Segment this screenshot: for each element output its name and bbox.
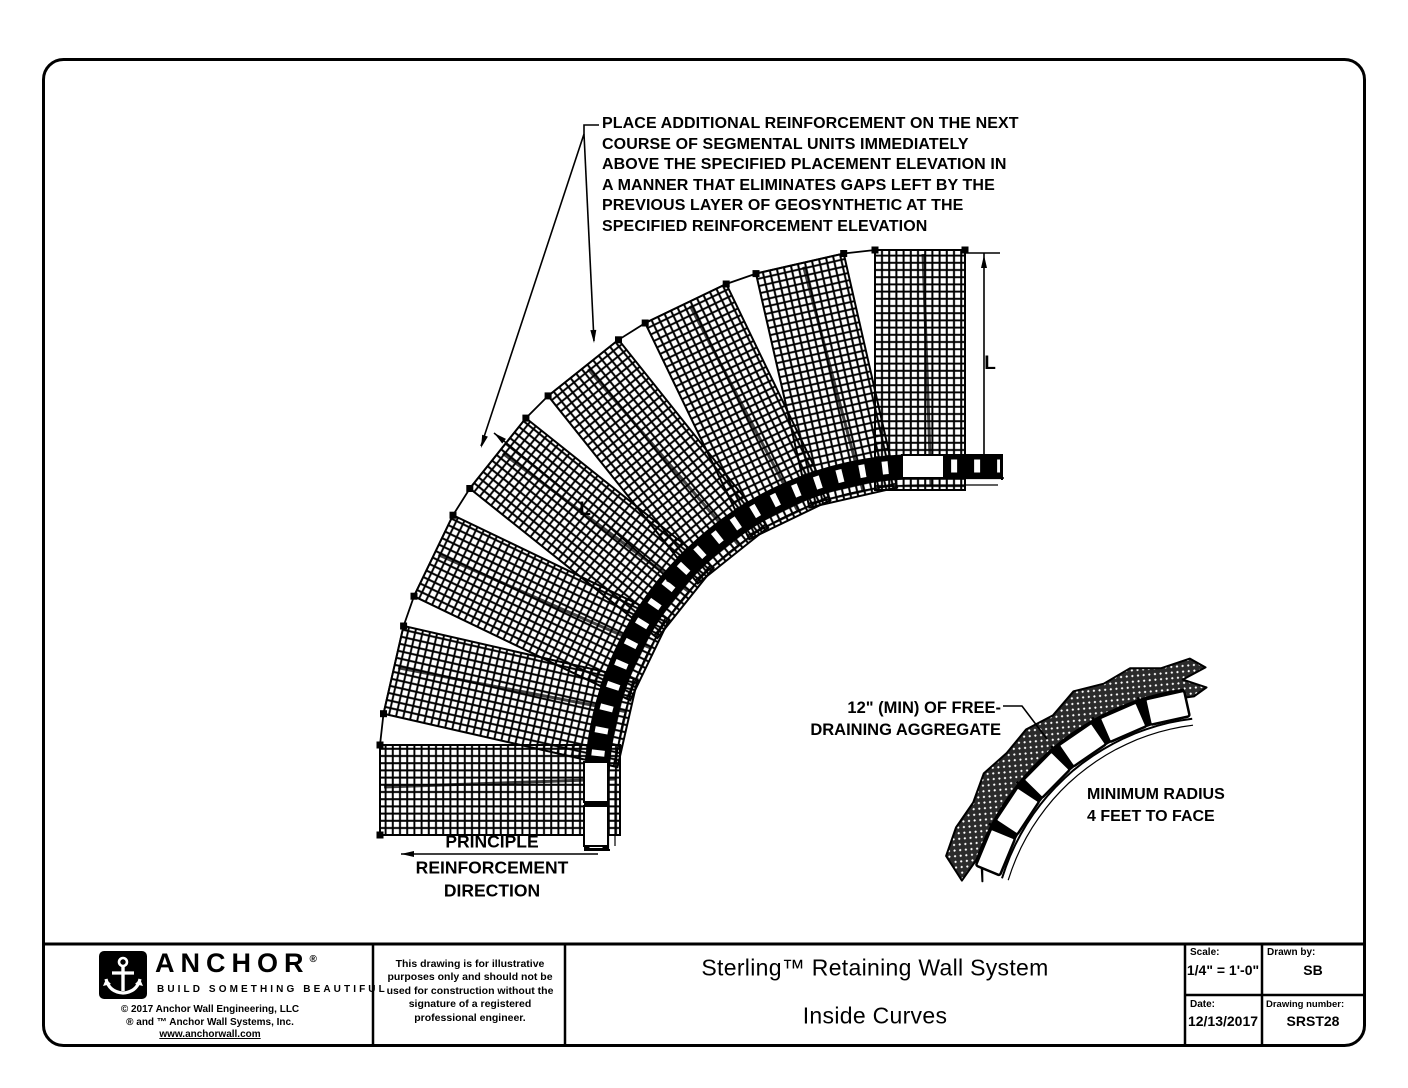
wall-unit <box>584 806 608 846</box>
radius-note <box>1087 784 1225 828</box>
radius-note-line: 4 FEET TO FACE <box>1087 808 1215 825</box>
scale-label: Scale: <box>1190 947 1220 958</box>
disclaimer-line: purposes only and should not be <box>387 971 553 984</box>
aggregate-note <box>700 697 1001 741</box>
arrowhead <box>981 255 987 268</box>
placement-note <box>602 114 1019 238</box>
corner-dot <box>377 742 384 749</box>
logo <box>99 951 147 1004</box>
registered-mark: ® <box>309 954 317 965</box>
corner-dot <box>380 710 387 717</box>
brand-tagline: BUILD SOMETHING BEAUTIFUL <box>157 984 388 995</box>
corner-dot <box>723 281 730 288</box>
scale-value: 1/4" = 1'-0" <box>1186 962 1260 978</box>
aggregate-note-line: 12" (MIN) OF FREE- <box>847 699 1001 717</box>
date-value: 12/13/2017 <box>1187 1013 1259 1029</box>
sheet-title: Sterling™ Retaining Wall System <box>701 954 1049 981</box>
copyright-line: © 2017 Anchor Wall Engineering, LLC <box>120 1004 300 1015</box>
sheet-subtitle: Inside Curves <box>802 1002 948 1029</box>
principle-label-3: DIRECTION <box>443 880 541 901</box>
disclaimer-line: professional engineer. <box>414 1011 526 1024</box>
note-leader <box>584 134 594 341</box>
disclaimer-line: used for construction without the <box>386 984 554 997</box>
drawn-by-label: Drawn by: <box>1267 947 1316 958</box>
corner-dot <box>872 247 879 254</box>
corner-dot <box>450 512 457 519</box>
date-label: Date: <box>1190 999 1216 1010</box>
website-link[interactable]: www.anchorwall.com <box>159 1029 261 1041</box>
radius-note-line: MINIMUM RADIUS <box>1087 786 1225 803</box>
corner-dot <box>411 593 418 600</box>
anchor-logo-icon <box>99 951 147 999</box>
corner-dot <box>840 250 847 257</box>
note-line: COURSE OF SEGMENTAL UNITS IMMEDIATELY <box>602 135 969 153</box>
note-line: SPECIFIED REINFORCEMENT ELEVATION <box>602 217 928 235</box>
corner-dot <box>753 270 760 277</box>
disclaimer-line: signature of a registered <box>408 998 532 1011</box>
length-dim-label-right: L <box>984 353 996 374</box>
wall-unit <box>902 455 944 478</box>
brand-name <box>155 948 317 979</box>
wall-unit <box>584 762 608 802</box>
corner-dot <box>545 392 552 399</box>
corner-dot <box>522 415 529 422</box>
principle-label-2: REINFORCEMENT <box>415 857 569 878</box>
note-line: A MANNER THAT ELIMINATES GAPS LEFT BY THE <box>602 176 995 194</box>
disclaimer-line: This drawing is for illustrative <box>395 958 545 970</box>
corner-dot <box>377 832 384 839</box>
arrowhead <box>481 435 488 448</box>
corner-dot <box>466 485 473 492</box>
note-bracket <box>584 125 599 134</box>
drawing-number-label: Drawing number: <box>1266 999 1345 1010</box>
corner-dot <box>400 623 407 630</box>
corner-dot <box>642 320 649 327</box>
drawing-number-value: SRST28 <box>1286 1013 1340 1029</box>
disclaimer <box>379 958 561 1025</box>
brand-word: ANCHOR <box>155 948 310 978</box>
corner-dot <box>615 336 622 343</box>
copyright-block <box>54 1004 366 1042</box>
aggregate-note-line: DRAINING AGGREGATE <box>810 721 1001 739</box>
principle-label-1: PRINCIPLE <box>445 831 539 852</box>
note-line: PREVIOUS LAYER OF GEOSYNTHETIC AT THE <box>602 197 964 215</box>
arrowhead <box>401 851 414 857</box>
length-dim-label-mid: L <box>579 499 591 520</box>
copyright-line: ® and ™ Anchor Wall Systems, Inc. <box>126 1016 294 1028</box>
drawn-by-value: SB <box>1303 962 1323 978</box>
note-line: PLACE ADDITIONAL REINFORCEMENT ON THE NEXT <box>602 115 1019 132</box>
note-line: ABOVE THE SPECIFIED PLACEMENT ELEVATION IN <box>602 156 1007 174</box>
